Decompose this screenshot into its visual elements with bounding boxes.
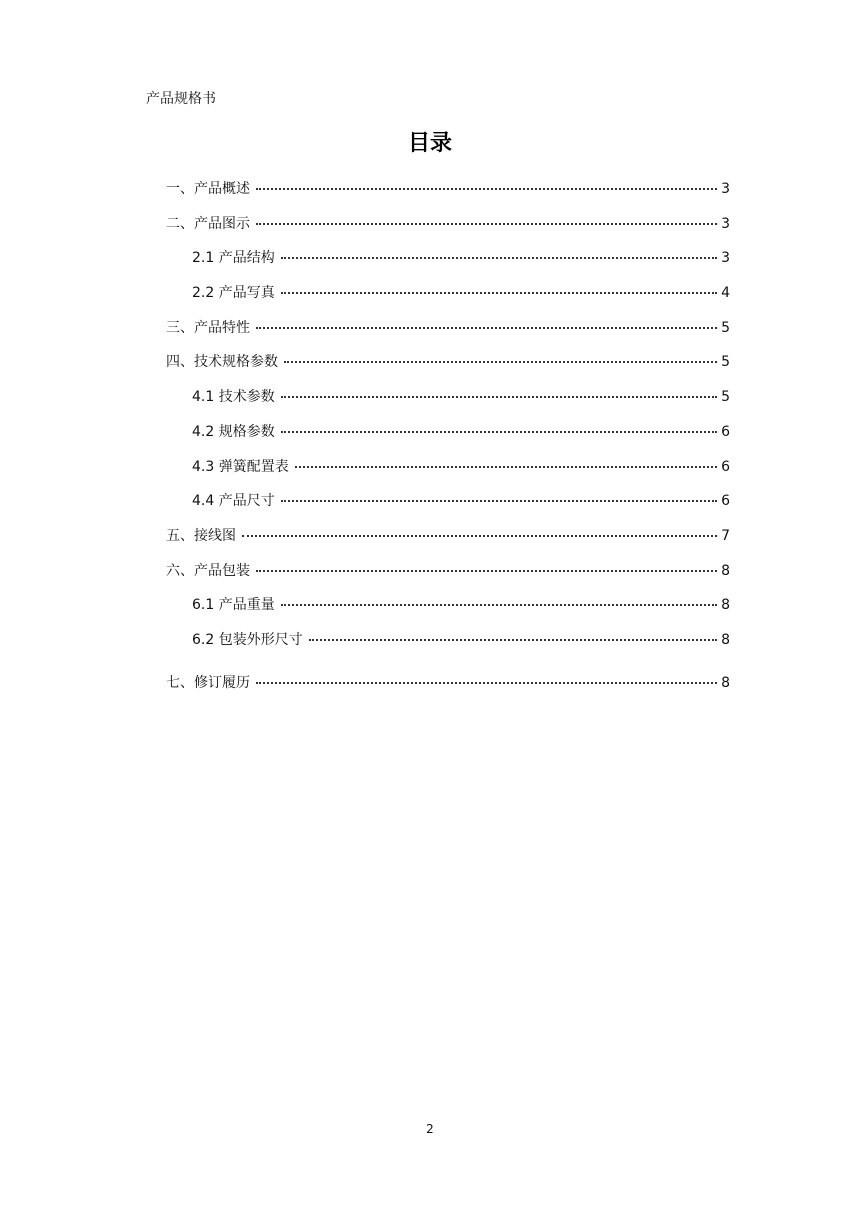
toc-entry-label: 七、修订履历: [166, 674, 250, 691]
toc-entry[interactable]: [166, 491, 730, 526]
toc-entry-page: 6: [721, 458, 730, 475]
page-number: 2: [426, 1122, 434, 1136]
toc-leader-dots: [256, 222, 717, 225]
toc-entry[interactable]: [166, 318, 730, 353]
toc-leader-dots: [281, 291, 717, 294]
toc-list: [166, 179, 730, 707]
toc-leader-dots: [256, 187, 717, 190]
toc-entry-label: 四、技术规格参数: [166, 354, 278, 371]
toc-entry-page: 6: [721, 423, 730, 440]
toc-leader-dots: [281, 499, 717, 502]
toc-entry-page: 5: [721, 319, 730, 336]
toc-entry[interactable]: [166, 595, 730, 630]
document-header: 产品规格书: [146, 91, 216, 107]
toc-entry[interactable]: [166, 457, 730, 492]
toc-entry-label: 4.1 技术参数: [192, 389, 275, 406]
toc-entry-label: 4.2 规格参数: [192, 423, 275, 440]
toc-leader-dots: [281, 395, 717, 398]
toc-entry[interactable]: [166, 214, 730, 249]
toc-leader-dots: [295, 465, 717, 468]
toc-entry-label: 6.1 产品重量: [192, 597, 275, 614]
toc-leader-dots: [284, 360, 717, 363]
toc-entry-page: 4: [721, 285, 730, 302]
toc-entry[interactable]: [166, 526, 730, 561]
toc-entry-label: 6.2 包装外形尺寸: [192, 631, 303, 648]
toc-entry-label: 三、产品特性: [166, 319, 250, 336]
toc-leader-dots: [256, 326, 717, 329]
toc-entry-label: 二、产品图示: [166, 215, 250, 232]
toc-entry-label: 六、产品包装: [166, 562, 250, 579]
toc-entry-label: 五、接线图: [166, 527, 236, 544]
toc-entry-page: 5: [721, 354, 730, 371]
toc-leader-dots: [281, 430, 717, 433]
toc-entry[interactable]: [166, 422, 730, 457]
toc-entry[interactable]: [166, 352, 730, 387]
toc-entry-page: 8: [721, 631, 730, 648]
toc-entry[interactable]: [166, 630, 730, 665]
toc-entry-label: 4.3 弹簧配置表: [192, 458, 289, 475]
toc-entry[interactable]: [166, 179, 730, 214]
toc-entry-page: 8: [721, 597, 730, 614]
toc-leader-dots: [256, 569, 717, 572]
toc-leader-dots: [256, 681, 717, 684]
toc-leader-dots: [281, 256, 717, 259]
toc-entry[interactable]: [166, 561, 730, 596]
toc-entry-page: 3: [721, 250, 730, 267]
toc-entry[interactable]: [166, 248, 730, 283]
toc-leader-dots: [242, 534, 717, 537]
toc-entry-label: 2.2 产品写真: [192, 285, 275, 302]
toc-entry[interactable]: [166, 283, 730, 318]
toc-entry-page: 8: [721, 674, 730, 691]
toc-leader-dots: [281, 603, 717, 606]
toc-entry-page: 3: [721, 181, 730, 197]
toc-entry-label: 4.4 产品尺寸: [192, 493, 275, 510]
toc-entry-page: 7: [721, 527, 730, 544]
toc-leader-dots: [309, 638, 717, 641]
toc-entry-page: 6: [721, 493, 730, 510]
toc-entry-page: 5: [721, 389, 730, 406]
toc-entry-page: 3: [721, 215, 730, 232]
toc-entry-label: 2.1 产品结构: [192, 250, 275, 267]
toc-entry-page: 8: [721, 562, 730, 579]
toc-entry[interactable]: [166, 673, 730, 708]
toc-entry[interactable]: [166, 387, 730, 422]
toc-title: 目录: [407, 131, 452, 156]
toc-entry-label: 一、产品概述: [166, 181, 250, 197]
